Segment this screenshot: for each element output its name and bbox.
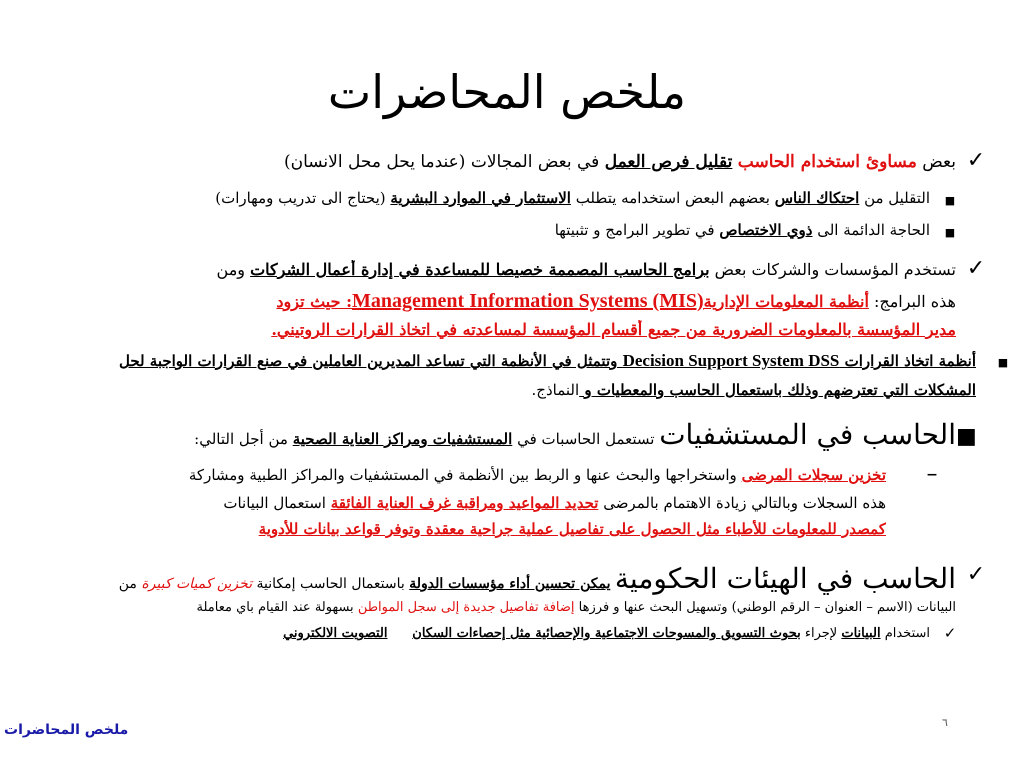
text: تستخدم المؤسسات والشركات بعض [709, 260, 956, 279]
sub-bullet-records-line3: كمصدر للمعلومات للأطباء مثل الحصول على تفاصيل عملية جراحية معقدة وتوفر قواعد بيانات للأدوية [258, 520, 886, 538]
sub-bullet-specialists [70, 221, 930, 239]
sub-bullet-statistics [70, 626, 930, 641]
text: النماذج. [531, 381, 580, 399]
footer-label: ملخص المحاضرات [4, 722, 129, 738]
text: في بعض المجالات (عندما يحل محل الانسان) [283, 152, 605, 172]
underlined-text: المشكلات التي تعترضهم وذلك باستعمال الحاسب والمعطيات و [579, 381, 976, 399]
section-heading: الحاسب في المستشفيات [659, 418, 956, 451]
bullet-disadvantages [76, 152, 956, 172]
square-bullet-icon: ■ [944, 226, 956, 239]
section-heading: الحاسب في الهيئات الحكومية [614, 562, 956, 595]
highlight-text: تحديد المواعيد ومراقبة غرف العناية الفائقة [330, 494, 599, 512]
underlined-text: احتكاك الناس [774, 189, 860, 207]
checkmark-icon: ✓ [966, 256, 986, 281]
underlined-text: برامج الحاسب المصممة خصيصا للمساعدة في إدارة أعمال الشركات [250, 260, 710, 279]
spacer-text [387, 626, 412, 641]
bullet-dss-line2 [36, 381, 976, 399]
square-bullet-icon: ■ [944, 194, 956, 207]
mis-term: Management Information Systems (MIS) [352, 290, 704, 312]
text: البيانات (الاسم – العنوان – الرقم الوطني) وتسهيل البحث عنها و فرزها [574, 600, 956, 615]
underlined-text: التصويت الالكتروني [283, 626, 388, 641]
underlined-text: وتتمثل في الأنظمة التي تساعد المديرين العاملين في صنع القرارات الواجبة لحل [118, 352, 623, 370]
text: استعمال البيانات [223, 494, 331, 512]
bullet-government-line2 [56, 600, 956, 615]
underlined-text: بحوث التسويق والمسوحات الاجتماعية والإحصائية مثل إحصاءات السكان [412, 626, 801, 641]
underlined-text: ذوي الاختصاص [719, 221, 813, 239]
text: لإجراء [800, 626, 842, 641]
bullet-hospitals [76, 418, 956, 451]
dash-bullet-icon: – [926, 462, 938, 487]
text: هذه البرامج: [868, 292, 956, 311]
text: الحاجة الدائمة الى [812, 221, 930, 239]
highlight-text: إضافة تفاصيل جديدة إلى سجل المواطن [357, 600, 575, 615]
checkmark-icon: ✓ [966, 148, 986, 173]
text: من أجل التالي: [194, 430, 293, 448]
bullet-dss-line1 [36, 351, 976, 371]
english-term [352, 288, 704, 312]
bullet-mis-line3: مدير المؤسسة بالمعلومات الضرورية من جميع أقسام المؤسسة لمساعدته في اتخاذ القرارات الروتيني. [271, 320, 956, 339]
underlined-text: المستشفيات ومراكز العناية الصحية [292, 430, 513, 448]
sub-bullet-people [70, 189, 930, 207]
text: واستخراجها والبحث عنها و الربط بين الأنظمة في المستشفيات والمراكز الطبية ومشاركة [188, 466, 742, 484]
bullet-mis-line1 [56, 260, 956, 279]
sub-bullet-records-line2 [66, 494, 886, 512]
page-title: ملخص المحاضرات [327, 65, 687, 119]
highlight-text: مساوئ استخدام الحاسب [737, 152, 917, 172]
english-term [623, 351, 840, 371]
bullet-mis-line2 [56, 288, 956, 313]
text: من [118, 576, 142, 592]
underlined-text: البيانات [841, 626, 881, 641]
underlined-text: الاستثمار في الموارد البشرية [390, 189, 571, 207]
underlined-text: يمكن تحسين أداء مؤسسات الدولة [409, 576, 611, 592]
checkmark-icon: ✓ [943, 624, 957, 642]
text: بعضهم البعض استخدامه يتطلب [570, 189, 775, 207]
underlined-text: تقليل فرص العمل [604, 152, 733, 172]
text: ومن [216, 260, 251, 279]
checkmark-icon: ✓ [966, 562, 986, 587]
square-bullet-icon: ■ [956, 424, 977, 449]
dss-term: Decision Support System DSS [622, 351, 840, 370]
sub-bullet-records-line1 [66, 466, 886, 484]
text: هذه السجلات وبالتالي زيادة الاهتمام بالمرضى [598, 494, 886, 512]
text: التقليل من [859, 189, 930, 207]
page-number: ٦ [942, 716, 948, 729]
text: في تطوير البرامج و تثبيتها [554, 221, 720, 239]
text: بعض [916, 152, 956, 172]
text: استخدام [880, 626, 930, 641]
bullet-government-line1 [56, 562, 956, 595]
highlight-text: : حيث تزود [276, 292, 352, 311]
underlined-text: أنظمة اتخاذ القرارات [839, 352, 976, 370]
highlight-text: تخزين كميات كبيرة [141, 576, 253, 592]
text: باستعمال الحاسب إمكانية [252, 576, 410, 592]
highlight-text: أنظمة المعلومات الإدارية [703, 292, 869, 311]
text: تستعمل الحاسبات في [512, 430, 660, 448]
text: بسهولة عند القيام بأي معاملة [196, 600, 358, 615]
text: (يحتاج الى تدريب ومهارات) [215, 189, 391, 207]
square-bullet-icon: ■ [997, 356, 1009, 369]
highlight-text: تخزين سجلات المرضى [741, 466, 886, 484]
